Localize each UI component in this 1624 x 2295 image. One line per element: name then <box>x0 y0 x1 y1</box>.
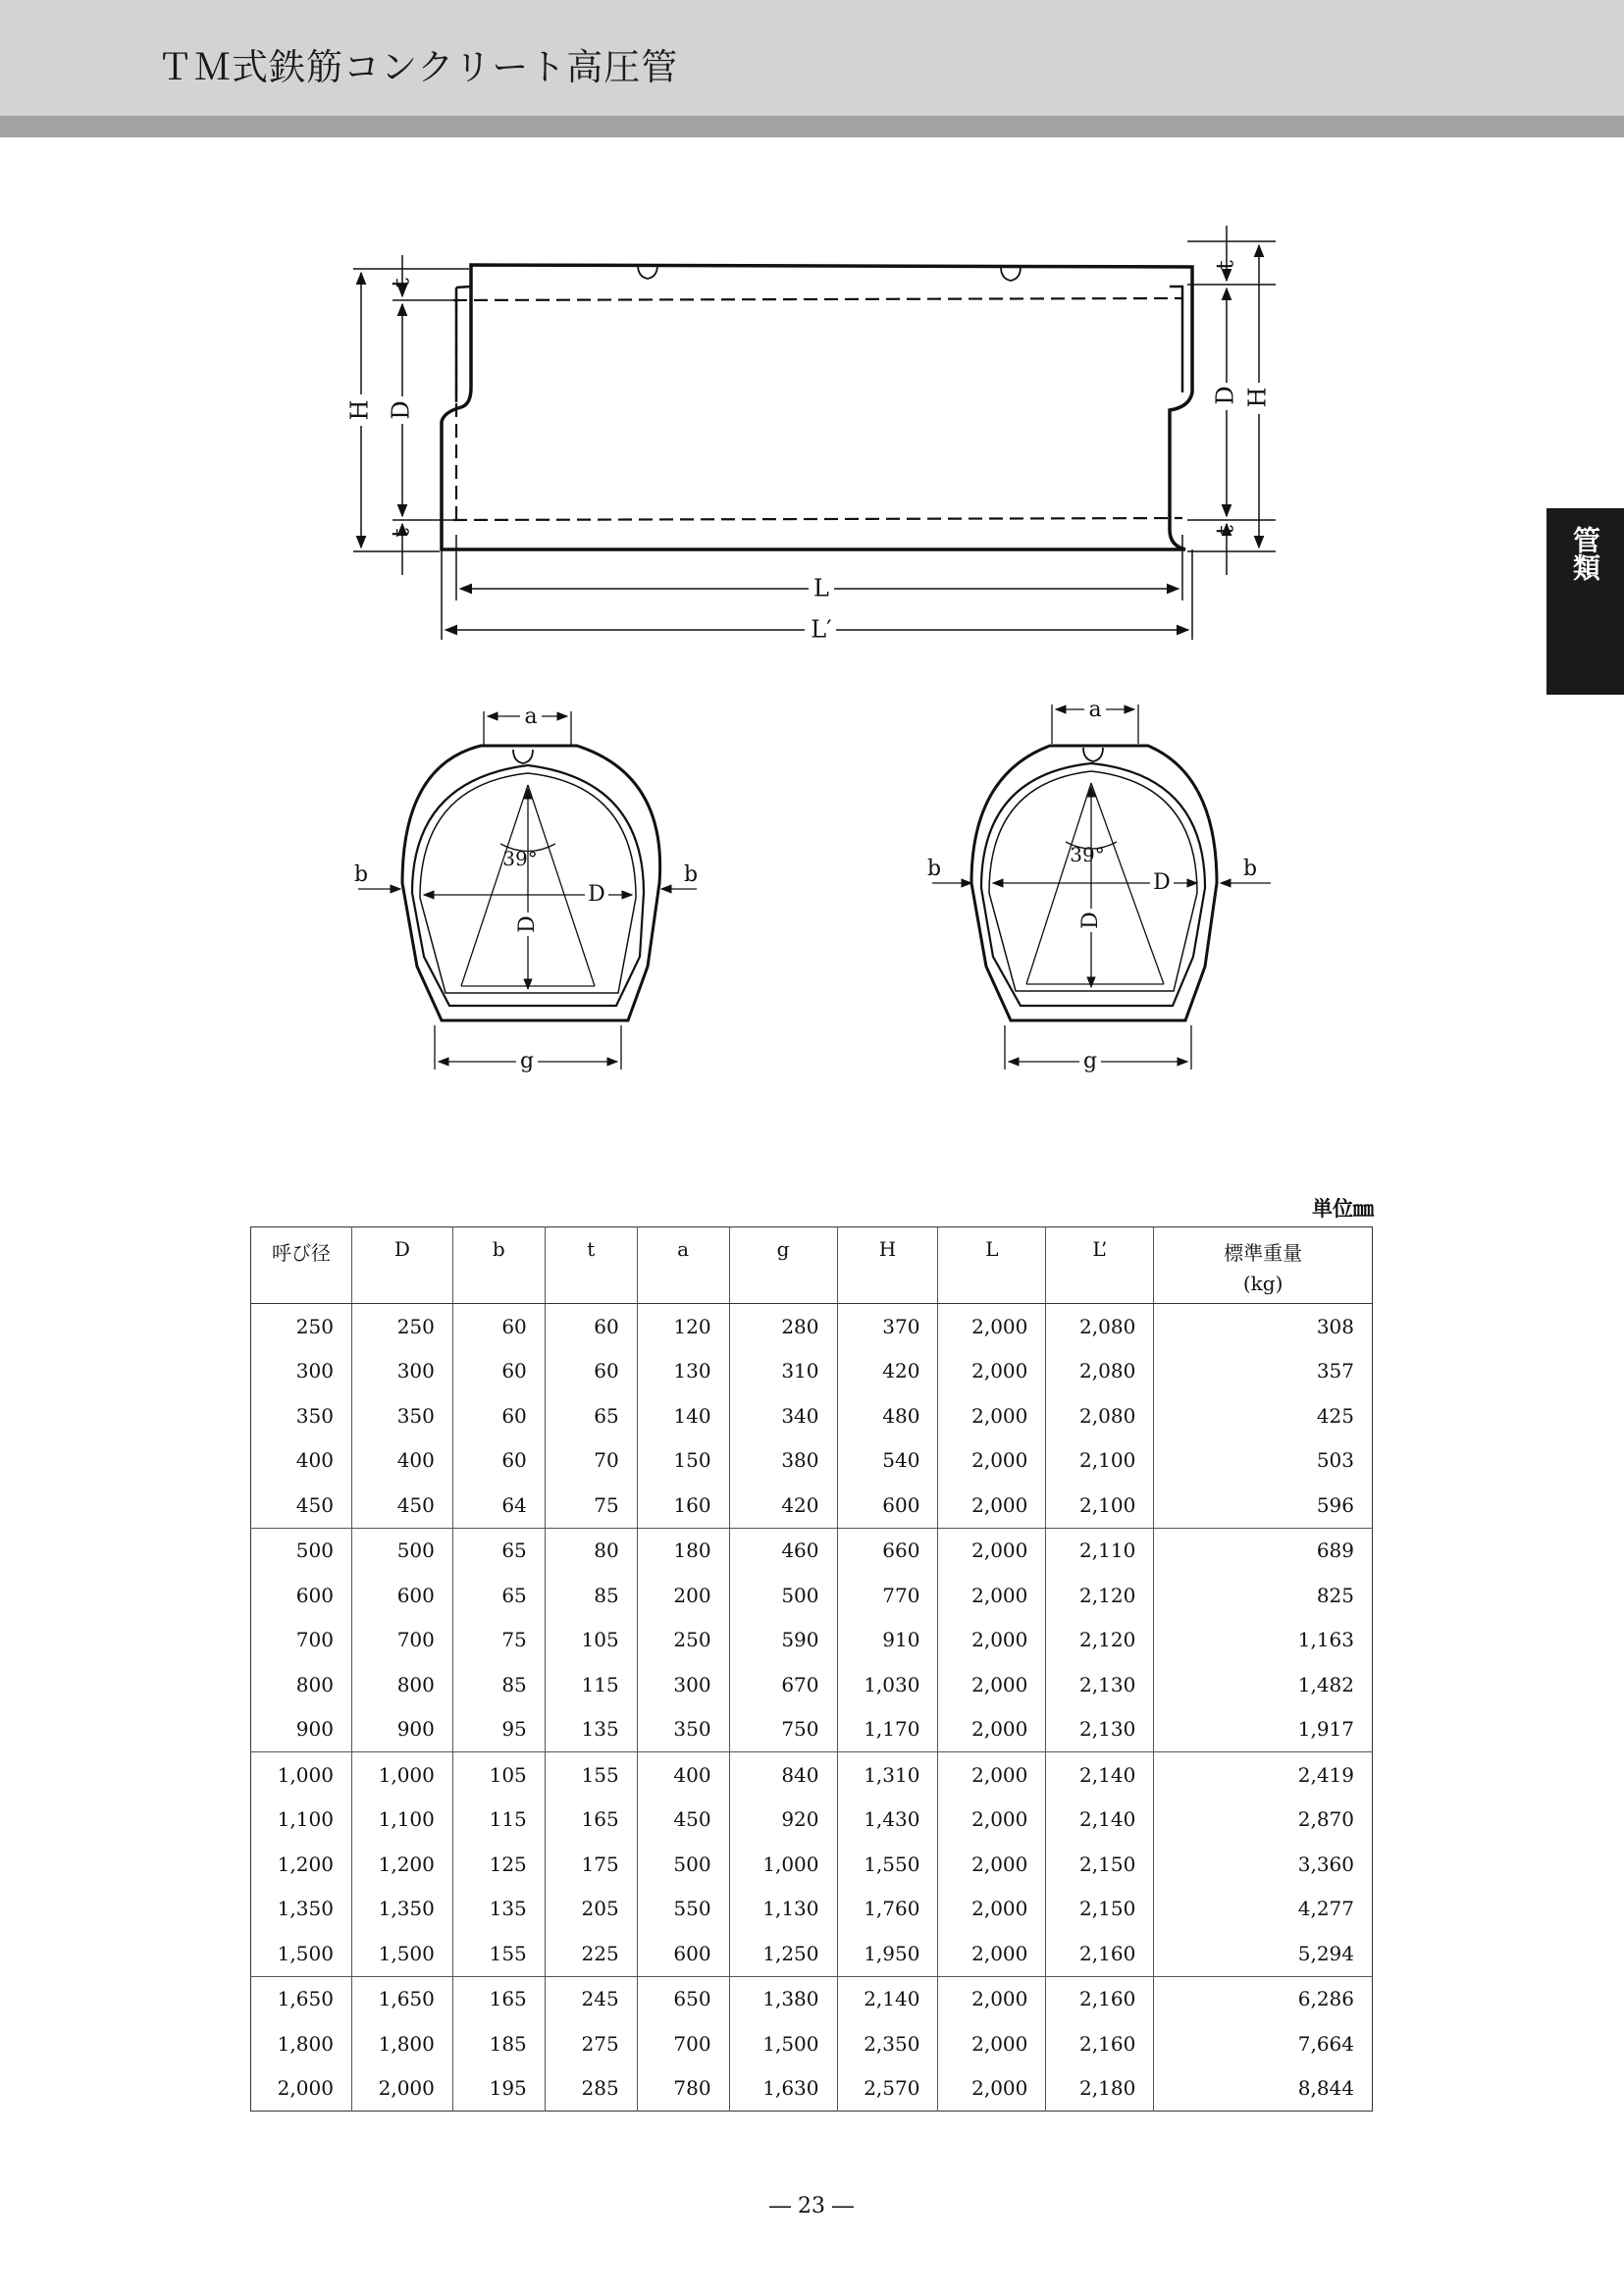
table-row <box>251 1528 1373 1573</box>
table-cell: 2,000 <box>277 2076 334 2101</box>
table-cell: 1,800 <box>277 2031 334 2056</box>
table-row <box>251 2021 1373 2066</box>
section-left-label-b-left: b <box>353 862 369 887</box>
table-cell: 150 <box>637 1438 729 1484</box>
table-cell: 800 <box>295 1672 334 1696</box>
dim-label-D-right: D <box>1211 386 1239 405</box>
table-row <box>251 1798 1373 1843</box>
table-cell: 4,277 <box>1154 1887 1373 1932</box>
table-cell: 2,000 <box>351 2066 452 2112</box>
table-cell: 2,000 <box>938 1438 1046 1484</box>
table-cell: 1,650 <box>351 1976 452 2021</box>
section-left-label-D-horizontal: D <box>588 882 605 907</box>
header-L: L <box>938 1227 1046 1304</box>
table-cell: 8,844 <box>1154 2066 1373 2112</box>
table-cell: 2,110 <box>1046 1528 1154 1573</box>
table-cell: 3,360 <box>1154 1842 1373 1887</box>
table-row <box>251 1304 1373 1349</box>
header-weight-unit: (kg) <box>1242 1272 1283 1295</box>
table-cell: 1,163 <box>1154 1618 1373 1663</box>
table-cell: 2,000 <box>938 1931 1046 1976</box>
dim-label-t-left-bottom: t <box>387 528 415 538</box>
table-cell: 75 <box>452 1618 545 1663</box>
table-header-row <box>251 1227 1373 1304</box>
table-cell: 650 <box>637 1976 729 2021</box>
table-cell: 2,000 <box>938 1707 1046 1752</box>
table-cell: 800 <box>351 1662 452 1707</box>
table-cell: 115 <box>452 1798 545 1843</box>
table-cell: 420 <box>729 1483 837 1528</box>
table-cell: 60 <box>452 1393 545 1438</box>
table-cell: 65 <box>452 1573 545 1618</box>
table-cell: 2,150 <box>1046 1842 1154 1887</box>
table-cell: 2,130 <box>1046 1662 1154 1707</box>
table-cell: 700 <box>351 1618 452 1663</box>
section-right-label-b-right: b <box>1242 857 1258 881</box>
table-cell: 900 <box>351 1707 452 1752</box>
table-cell: 85 <box>545 1573 637 1618</box>
table-cell: 370 <box>837 1304 938 1349</box>
table-cell: 125 <box>452 1842 545 1887</box>
table-cell: 1,630 <box>729 2066 837 2112</box>
table-row <box>251 1976 1373 2021</box>
table-cell: 200 <box>637 1573 729 1618</box>
table-row <box>251 1349 1373 1394</box>
table-cell: 2,000 <box>938 1483 1046 1528</box>
table-cell: 250 <box>295 1314 334 1338</box>
table-cell: 450 <box>637 1798 729 1843</box>
table-cell: 450 <box>351 1483 452 1528</box>
table-cell: 1,430 <box>837 1798 938 1843</box>
table-cell: 1,482 <box>1154 1662 1373 1707</box>
section-right-angle-label: 39° <box>1070 843 1105 866</box>
table-cell: 550 <box>637 1887 729 1932</box>
table-cell: 500 <box>729 1573 837 1618</box>
table-cell: 2,000 <box>938 1662 1046 1707</box>
table-cell: 2,000 <box>938 1842 1046 1887</box>
side-view-bore <box>453 298 1182 520</box>
table-row <box>251 1662 1373 1707</box>
table-cell: 250 <box>351 1304 452 1349</box>
table-cell: 130 <box>637 1349 729 1394</box>
dim-label-H-left: H <box>345 399 374 421</box>
table-cell: 400 <box>637 1752 729 1798</box>
cross-section-left <box>354 704 698 1073</box>
table-cell: 135 <box>545 1707 637 1752</box>
dim-label-t-left-top: t <box>387 278 415 287</box>
table-cell: 2,000 <box>938 1573 1046 1618</box>
table-cell: 350 <box>295 1403 334 1428</box>
table-cell: 689 <box>1154 1528 1373 1573</box>
table-cell: 2,000 <box>938 1304 1046 1349</box>
table-cell: 590 <box>729 1618 837 1663</box>
side-tab-label: 管類 <box>1569 526 1601 581</box>
table-cell: 2,100 <box>1046 1438 1154 1484</box>
table-cell: 2,350 <box>837 2021 938 2066</box>
table-cell: 660 <box>837 1528 938 1573</box>
dim-label-t-right-bottom: t <box>1211 525 1239 535</box>
table-cell: 120 <box>637 1304 729 1349</box>
table-cell: 2,000 <box>938 1528 1046 1573</box>
table-row <box>251 1842 1373 1887</box>
table-cell: 195 <box>452 2066 545 2112</box>
table-cell: 6,286 <box>1154 1976 1373 2021</box>
table-cell: 65 <box>545 1393 637 1438</box>
table-cell: 700 <box>295 1628 334 1652</box>
table-cell: 500 <box>351 1528 452 1573</box>
table-cell: 600 <box>351 1573 452 1618</box>
table-cell: 400 <box>351 1438 452 1484</box>
table-cell: 300 <box>351 1349 452 1394</box>
table-cell: 2,000 <box>938 2066 1046 2112</box>
table-cell: 450 <box>251 1483 352 1528</box>
table-cell: 2,000 <box>938 2021 1046 2066</box>
header-standard-weight <box>1154 1227 1373 1304</box>
table-cell: 155 <box>545 1752 637 1798</box>
table-cell: 2,160 <box>1046 2021 1154 2066</box>
table-cell: 1,550 <box>837 1842 938 1887</box>
table-cell: 155 <box>452 1931 545 1976</box>
table-cell: 105 <box>545 1618 637 1663</box>
table-cell: 2,000 <box>938 1349 1046 1394</box>
table-cell: 825 <box>1154 1573 1373 1618</box>
table-cell: 85 <box>452 1662 545 1707</box>
table-cell: 357 <box>1154 1349 1373 1394</box>
table-cell: 1,170 <box>837 1707 938 1752</box>
table-cell: 770 <box>837 1573 938 1618</box>
table-cell: 2,140 <box>1046 1798 1154 1843</box>
page-number: ― 23 ― <box>769 2194 854 2218</box>
table-cell: 205 <box>545 1887 637 1932</box>
table-body <box>251 1304 1373 2112</box>
table-cell: 425 <box>1154 1393 1373 1438</box>
table-cell: 140 <box>637 1393 729 1438</box>
table-cell: 480 <box>837 1393 938 1438</box>
table-cell: 2,000 <box>938 1798 1046 1843</box>
table-cell: 1,917 <box>1154 1707 1373 1752</box>
table-cell: 900 <box>251 1707 352 1752</box>
section-right-label-a: a <box>1088 698 1102 722</box>
table-cell: 65 <box>452 1528 545 1573</box>
table-cell: 285 <box>545 2066 637 2112</box>
table-cell: 70 <box>545 1438 637 1484</box>
table-cell: 60 <box>545 1304 637 1349</box>
table-row <box>251 1438 1373 1484</box>
table-cell: 340 <box>729 1393 837 1438</box>
table-cell: 2,000 <box>938 1752 1046 1798</box>
table-cell: 1,350 <box>277 1897 334 1921</box>
table-cell: 1,760 <box>837 1887 938 1932</box>
table-row <box>251 1752 1373 1798</box>
side-view-labels <box>346 260 1272 644</box>
table-cell: 245 <box>545 1976 637 2021</box>
table-cell: 64 <box>452 1483 545 1528</box>
table-cell: 1,380 <box>729 1976 837 2021</box>
table-cell: 2,150 <box>1046 1887 1154 1932</box>
dim-label-H-right: H <box>1243 387 1272 408</box>
table-cell: 2,080 <box>1046 1393 1154 1438</box>
table-row <box>251 1618 1373 1663</box>
table-cell: 920 <box>729 1798 837 1843</box>
table-cell: 308 <box>1154 1304 1373 1349</box>
table-cell: 1,650 <box>277 1987 334 2011</box>
table-cell: 750 <box>729 1707 837 1752</box>
table-cell: 1,100 <box>351 1798 452 1843</box>
table-cell: 1,500 <box>251 1931 352 1976</box>
table-cell: 2,080 <box>1046 1304 1154 1349</box>
header-t: t <box>545 1227 637 1304</box>
section-left-label-g: g <box>519 1049 535 1073</box>
table-cell: 670 <box>729 1662 837 1707</box>
table-cell: 165 <box>452 1976 545 2021</box>
table-row <box>251 1707 1373 1752</box>
table-cell: 60 <box>452 1349 545 1394</box>
table-cell: 7,664 <box>1154 2021 1373 2066</box>
table-row <box>251 2066 1373 2112</box>
table-cell: 503 <box>1154 1438 1373 1484</box>
header-L-prime: L’ <box>1046 1227 1154 1304</box>
table-cell: 840 <box>729 1752 837 1798</box>
dim-label-t-right-top: t <box>1211 260 1239 270</box>
table-cell: 1,310 <box>837 1752 938 1798</box>
table-cell: 75 <box>545 1483 637 1528</box>
table-cell: 60 <box>452 1304 545 1349</box>
header-g: g <box>729 1227 837 1304</box>
table-cell: 596 <box>1154 1483 1373 1528</box>
table-cell: 280 <box>729 1304 837 1349</box>
table-cell: 400 <box>295 1448 334 1473</box>
table-cell: 250 <box>637 1618 729 1663</box>
page-title: ＴＭ式鉄筋コンクリート高圧管 <box>157 46 679 88</box>
dim-label-L-prime: L′ <box>811 615 832 644</box>
table-cell: 2,120 <box>1046 1573 1154 1618</box>
table-cell: 1,000 <box>277 1762 334 1787</box>
table-cell: 1,200 <box>277 1852 334 1876</box>
unit-label: 単位㎜ <box>1312 1197 1374 1221</box>
section-left-angle-label: 39° <box>502 847 538 870</box>
table-cell: 175 <box>545 1842 637 1887</box>
table-cell: 115 <box>545 1662 637 1707</box>
table-cell: 2,180 <box>1046 2066 1154 2112</box>
dim-label-L: L <box>813 574 829 602</box>
table-cell: 540 <box>837 1438 938 1484</box>
table-cell: 2,140 <box>1046 1752 1154 1798</box>
section-right-label-b-left: b <box>926 857 942 881</box>
table-cell: 1,500 <box>729 2021 837 2066</box>
table-cell: 310 <box>729 1349 837 1394</box>
header-a: a <box>637 1227 729 1304</box>
table-cell: 1,200 <box>351 1842 452 1887</box>
table-cell: 2,140 <box>837 1976 938 2021</box>
table-cell: 160 <box>637 1483 729 1528</box>
table-cell: 2,100 <box>1046 1483 1154 1528</box>
table-cell: 350 <box>351 1393 452 1438</box>
table-cell: 1,000 <box>351 1752 452 1798</box>
table-cell: 500 <box>637 1842 729 1887</box>
table-cell: 60 <box>545 1349 637 1394</box>
table-cell: 5,294 <box>1154 1931 1373 1976</box>
section-left-label-D-vertical: D <box>515 915 540 933</box>
section-right-label-g: g <box>1082 1049 1098 1073</box>
table-cell: 2,160 <box>1046 1976 1154 2021</box>
table-cell: 2,130 <box>1046 1707 1154 1752</box>
table-cell: 1,500 <box>351 1931 452 1976</box>
section-right-label-D-vertical: D <box>1078 912 1103 929</box>
table-cell: 700 <box>637 2021 729 2066</box>
table-cell: 2,120 <box>1046 1618 1154 1663</box>
table-cell: 1,800 <box>351 2021 452 2066</box>
spec-table <box>250 1226 1373 2112</box>
table-cell: 180 <box>637 1528 729 1573</box>
table-cell: 2,419 <box>1154 1752 1373 1798</box>
table-cell: 910 <box>837 1618 938 1663</box>
header-H: H <box>837 1227 938 1304</box>
table-row <box>251 1483 1373 1528</box>
table-cell: 300 <box>295 1359 334 1383</box>
table-cell: 380 <box>729 1438 837 1484</box>
table-cell: 2,000 <box>938 1393 1046 1438</box>
table-cell: 500 <box>295 1539 334 1563</box>
table-cell: 2,000 <box>938 1976 1046 2021</box>
table-cell: 95 <box>452 1707 545 1752</box>
table-cell: 135 <box>452 1887 545 1932</box>
table-cell: 420 <box>837 1349 938 1394</box>
table-cell: 2,160 <box>1046 1931 1154 1976</box>
table-cell: 2,870 <box>1154 1798 1373 1843</box>
cross-section-right <box>927 698 1271 1073</box>
table-row <box>251 1887 1373 1932</box>
table-cell: 600 <box>837 1483 938 1528</box>
dim-label-D-left: D <box>387 400 415 420</box>
table-cell: 185 <box>452 2021 545 2066</box>
table-cell: 165 <box>545 1798 637 1843</box>
table-cell: 2,570 <box>837 2066 938 2112</box>
table-cell: 1,350 <box>351 1887 452 1932</box>
section-left-label-a: a <box>524 704 538 729</box>
table-row <box>251 1573 1373 1618</box>
table-cell: 1,130 <box>729 1887 837 1932</box>
table-cell: 1,100 <box>277 1807 334 1832</box>
section-left-label-b-right: b <box>683 862 699 887</box>
table-cell: 80 <box>545 1528 637 1573</box>
table-cell: 600 <box>295 1583 334 1607</box>
header-D: D <box>351 1227 452 1304</box>
side-view-pipe <box>442 265 1192 549</box>
section-right-label-D-horizontal: D <box>1153 870 1171 895</box>
header-nominal-diameter: 呼び径 <box>251 1227 352 1304</box>
table-cell: 1,030 <box>837 1662 938 1707</box>
table-cell: 275 <box>545 2021 637 2066</box>
table-cell: 460 <box>729 1528 837 1573</box>
table-cell: 350 <box>637 1707 729 1752</box>
header-standard-weight-label: 標準重量 <box>1224 1241 1303 1265</box>
table-cell: 225 <box>545 1931 637 1976</box>
table-cell: 105 <box>452 1752 545 1798</box>
table-row <box>251 1931 1373 1976</box>
table-cell: 1,000 <box>729 1842 837 1887</box>
table-cell: 2,000 <box>938 1887 1046 1932</box>
table-cell: 300 <box>637 1662 729 1707</box>
table-cell: 2,080 <box>1046 1349 1154 1394</box>
table-cell: 780 <box>637 2066 729 2112</box>
table-cell: 1,250 <box>729 1931 837 1976</box>
table-cell: 600 <box>637 1931 729 1976</box>
table-cell: 1,950 <box>837 1931 938 1976</box>
table-cell: 60 <box>452 1438 545 1484</box>
table-cell: 2,000 <box>938 1618 1046 1663</box>
table-row <box>251 1393 1373 1438</box>
header-b: b <box>452 1227 545 1304</box>
